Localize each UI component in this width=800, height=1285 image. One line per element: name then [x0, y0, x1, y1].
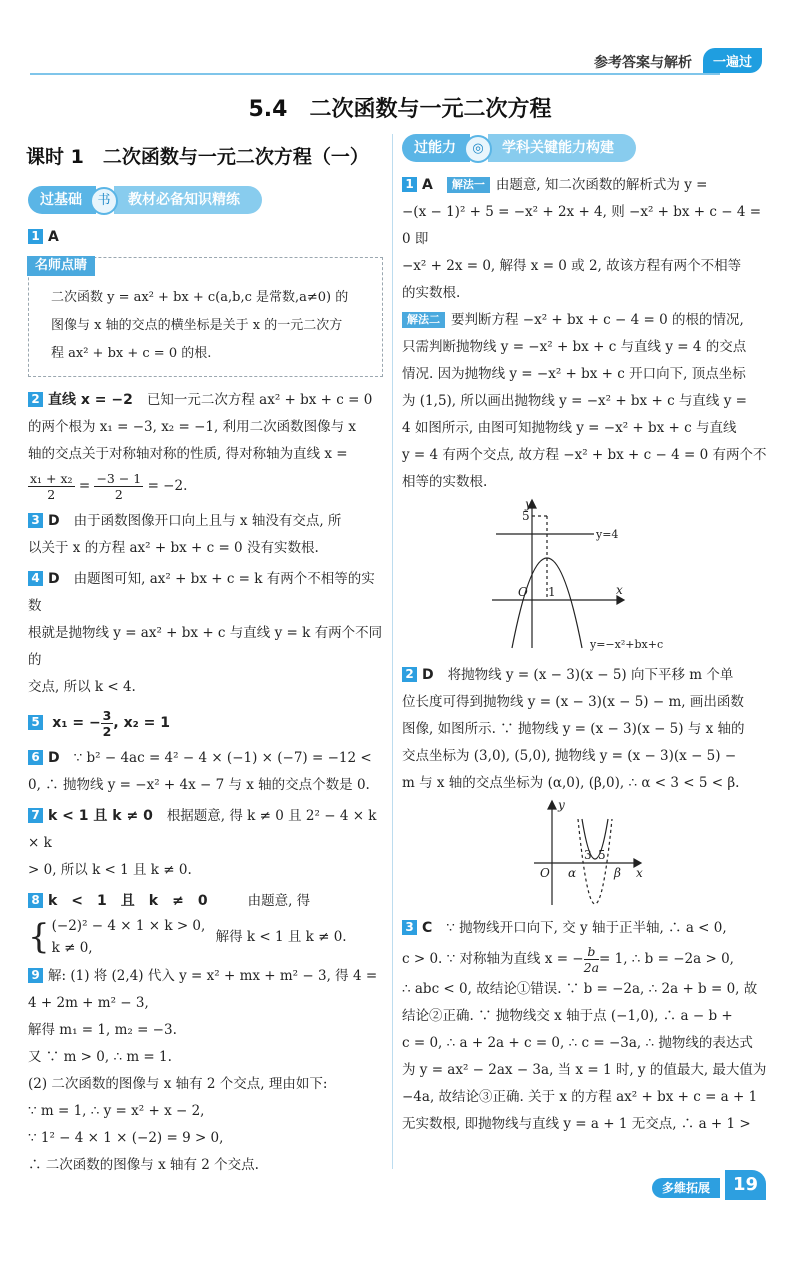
fraction: $\frac{\text{x₁ + x₂}}{2}$: [30, 471, 73, 502]
band-label: 学科关键能力构建: [488, 134, 636, 162]
book-icon: 书: [90, 187, 118, 215]
explanation-line: 0, ∴ 抛物线 y = −x² + 4x − 7 与 x 轴的交点个数是 0.: [28, 777, 370, 793]
formula-line: c > 0. ∵ 对称轴为直线 x = − $\frac{b}{2a}$ = 1, ∴ b = −2a > 0,: [402, 944, 734, 975]
explanation-line: (2) 二次函数的图像与 x 轴有 2 个交点, 理由如下:: [28, 1076, 328, 1092]
method-tag: 解法二: [402, 312, 445, 328]
teacher-tip-box: [28, 257, 383, 377]
question-number: 8: [28, 893, 43, 908]
alpha-label: α: [568, 866, 577, 880]
column-divider: [392, 134, 393, 1169]
question-number: 1: [28, 229, 43, 244]
explanation-line: 结论②正确. ∵ 抛物线交 x 轴于点 (−1,0), ∴ a − b +: [402, 1008, 733, 1024]
origin-label: O: [540, 866, 550, 880]
explanation-line: m 与 x 轴的交点坐标为 (α,0), (β,0), ∴ α < 3 < 5 < β.: [402, 775, 740, 791]
explanation-line: 4 + 2m + m² − 3,: [28, 995, 149, 1011]
question-number: 2: [402, 667, 417, 682]
answer-7: 7 k < 1 且 k ≠ 0 根据题意, 得 k ≠ 0 且 2² − 4 × k × k > 0, 所以 k < 1 且 k ≠ 0.: [28, 803, 383, 884]
question-number: 1: [402, 177, 417, 192]
answer-2: [28, 387, 383, 504]
explanation-line: −x² + 2x = 0, 解得 x = 0 或 2, 故该方程有两个不相等: [402, 258, 742, 274]
explanation-line: 位长度可得到抛物线 y = (x − 3)(x − 5) − m, 画出函数: [402, 694, 744, 710]
tick-3-label: 3: [584, 848, 592, 862]
line-label: y=4: [596, 528, 619, 541]
question-number: 2: [28, 392, 43, 407]
right-column: [402, 134, 772, 1142]
band-pill: 过基础: [28, 186, 96, 214]
ability-section-band: [402, 134, 772, 164]
x-axis-arrow: [617, 596, 624, 604]
x-axis-label: x: [616, 583, 623, 597]
page-header: [0, 40, 800, 78]
explanation-line: 的实数根.: [402, 285, 461, 301]
band-label: 教材必备知识精练: [114, 186, 262, 214]
explanation-line: ∴ abc < 0, 故结论①错误. ∵ b = −2a, ∴ 2a + b = 0, 故: [402, 981, 758, 997]
fraction: $\frac{-3 - 1}{2}$: [96, 471, 142, 502]
answer-8: 8 k < 1 且 k ≠ 0 由题意, 得 { (−2)² − 4 × 1 × k > 0, k ≠ 0, 解得 k < 1 且 k ≠ 0.: [28, 888, 383, 959]
question-number: 6: [28, 750, 43, 765]
explanation-line: 交点坐标为 (3,0), (5,0), 抛物线 y = (x − 3)(x − 5) −: [402, 748, 737, 764]
lesson-title: 课时 1 二次函数与一元二次方程（一）: [26, 146, 369, 168]
explanation-line: ∵ m = 1, ∴ y = x² + x − 2,: [28, 1103, 205, 1119]
explanation-line: ∴ 二次函数的图像与 x 轴有 2 个交点.: [28, 1157, 259, 1173]
explanation-line: ∵ 1² − 4 × 1 × (−2) = 9 > 0,: [28, 1130, 224, 1146]
tip-line: 程 ax² + bx + c = 0 的根.: [51, 346, 212, 361]
answer-3: 3 D 由于函数图像开口向上且与 x 轴没有交点, 所 以关于 x 的方程 ax² + bx + c = 0 没有实数根.: [28, 508, 383, 562]
explanation-line: 图像, 如图所示. ∵ 抛物线 y = (x − 3)(x − 5) 与 x 轴的: [402, 721, 745, 737]
answer-text: D: [422, 667, 434, 683]
explanation-line: 4 如图所示, 由图可知抛物线 y = −x² + bx + c 与直线: [402, 420, 737, 436]
header-brand: 一遍过: [703, 48, 762, 73]
explanation-line: 为 y = ax² − 2ax − 3a, 当 x = 1 时, y 的值最大, 最大值为: [402, 1062, 767, 1078]
curve-label: y=−x²+bx+c: [590, 638, 664, 651]
question-number: 9: [28, 968, 43, 983]
origin-label: O: [518, 585, 528, 599]
tick-x-label: 1: [548, 585, 556, 599]
explanation-line: −(x − 1)² + 5 = −x² + 2x + 4, 则 −x² + bx + c − 4 = 0 即: [402, 204, 762, 247]
answer-text: 直线 x = −2: [48, 392, 133, 408]
explanation-line: −4a, 故结论③正确. 关于 x 的方程 ax² + bx + c = a + 1: [402, 1089, 758, 1105]
answer-4: 4 D 由题图可知, ax² + bx + c = k 有两个不相等的实数 根就是抛物线 y = ax² + bx + c 与直线 y = k 有两个不同的 交点, 所以 k < 4.: [28, 566, 383, 701]
explanation-line: 根就是抛物线 y = ax² + bx + c 与直线 y = k 有两个不同的: [28, 625, 383, 668]
y-axis-arrow: [548, 801, 556, 809]
answer-text: A: [48, 229, 59, 245]
explanation-line: 交点, 所以 k < 4.: [28, 679, 136, 695]
answer-text: k < 1 且 k ≠ 0: [48, 808, 153, 824]
answer-text: D: [48, 750, 60, 766]
footer-label: 多維拓展: [652, 1178, 720, 1198]
explanation-line: y = 4 有两个交点, 故方程 −x² + bx + c − 4 = 0 有两个不: [402, 447, 767, 463]
formula-line: $\frac{\text{x₁ + x₂}}{2}$ = $\frac{-3 - 1}{2}$ = −2.: [30, 471, 188, 502]
answer-9: 9 解: (1) 将 (2,4) 代入 y = x² + mx + m² − 3, 得 4 = 4 + 2m + m² − 3, 解得 m₁ = 1, m₂ = −3. 又 ∵ m > 0, ∴ m = 1. (2) 二次函数的图像与 x 轴有 2 个交点, 理由如下: ∵ m = 1, ∴ y = x² + x − 2, ∵ 1² − 4 × 1 × (−2) = 9 > 0, ∴ 二次函数的图像与 x 轴有 2 个交点.: [28, 963, 383, 1179]
target-icon: ◎: [464, 135, 492, 163]
section-title: 5.4 二次函数与一元二次方程: [248, 97, 552, 122]
answer-text: D: [48, 513, 60, 529]
tick-5-label: 5: [598, 848, 606, 862]
brace: {: [28, 917, 50, 957]
header-rule: [30, 73, 720, 75]
parabola-figure-1: [402, 498, 772, 658]
explanation-line: 只需判断抛物线 y = −x² + bx + c 与直线 y = 4 的交点: [402, 339, 747, 355]
equation-system: { (−2)² − 4 × 1 × k > 0, k ≠ 0, 解得 k < 1 且 k ≠ 0.: [28, 917, 347, 957]
question-number: 7: [28, 808, 43, 823]
page-number: 19: [725, 1170, 766, 1200]
explanation-line: 相等的实数根.: [402, 474, 488, 490]
tick-y-label: 5: [522, 509, 530, 523]
answer-text: C: [422, 920, 433, 936]
answer-5: [28, 705, 383, 741]
explanation-line: 轴的交点关于对称轴对称的性质, 得对称轴为直线 x =: [28, 446, 348, 462]
answer-text: D: [48, 571, 60, 587]
parabola-figure-2: [402, 799, 772, 911]
explanation-line: 解得 k < 1 且 k ≠ 0.: [215, 928, 347, 945]
answer-1: [28, 224, 383, 251]
question-number: 3: [402, 920, 417, 935]
fraction: $\frac{3}{2}$: [102, 707, 112, 739]
explanation-line: 为 (1,5), 所以画出抛物线 y = −x² + bx + c 与直线 y =: [402, 393, 747, 409]
beta-label: β: [614, 866, 621, 880]
explanation-line: 的两个根为 x₁ = −3, x₂ = −1, 利用二次函数图像与 x: [28, 419, 357, 435]
method-tag: 解法一: [447, 177, 490, 193]
explanation-line: 已知一元二次方程 ax² + bx + c = 0: [146, 392, 373, 408]
y-axis-label: y: [558, 799, 565, 812]
explanation-line: 情况. 因为抛物线 y = −x² + bx + c 开口向下, 顶点坐标: [402, 366, 746, 382]
explanation-line: c = 0, ∴ a + 2a + c = 0, ∴ c = −3a, ∴ 抛物线的表达式: [402, 1035, 753, 1051]
question-number: 5: [28, 715, 43, 730]
ability-answer-2: 2 D 将抛物线 y = (x − 3)(x − 5) 向下平移 m 个单 位长度可得到抛物线 y = (x − 3)(x − 5) − m, 画出函数 图像, 如图所示. ∵ 抛物线 y = (x − 3)(x − 5) 与 x 轴的 交点坐标为 (3,0), (5,0), 抛物线 y = (x − 3)(x − 5) − m 与 x 轴的交点坐标为 (α,0), (β,0), ∴ α < 3 < 5 < β. y x O α β 3 5: [402, 662, 772, 911]
question-number: 4: [28, 571, 43, 586]
y-axis-label: y: [525, 498, 532, 511]
tip-line: 图像与 x 轴的交点的横坐标是关于 x 的一元二次方: [51, 318, 343, 333]
answer-text: k < 1 且 k ≠ 0: [48, 893, 208, 909]
answer-6: 6 D ∵ b² − 4ac = 4² − 4 × (−1) × (−7) = −12 < 0, ∴ 抛物线 y = −x² + 4x − 7 与 x 轴的交点个数是 0.: [28, 745, 383, 799]
basic-section-band: [28, 186, 383, 216]
tip-tag: 名师点睛: [27, 256, 95, 276]
ability-answer-3: 3 C ∵ 抛物线开口向下, 交 y 轴于正半轴, ∴ a < 0, c > 0. ∵ 对称轴为直线 x = − $\frac{b}{2a}$ = 1, ∴ b = −2a > 0, ∴ abc < 0, 故结论①错误. ∵ b = −2a, ∴ 2a + b = 0, 故 结论②正确. ∵ 抛物线交 x 轴于点 (−1,0), ∴ a − b + c = 0, ∴ a + 2a + c = 0, ∴ c = −3a, ∴ 抛物线的表达式 为 y = ax² − 2ax − 3a, 当 x = 1 时, y 的值最大, 最大值为 −4a, 故结论③正确. 关于 x 的方程 ax² + bx + c = a + 1 无实数根, 即抛物线与直线 y = a + 1 无交点, ∴ a + 1 >: [402, 915, 772, 1138]
question-number: 3: [28, 513, 43, 528]
ability-answer-1: 1 A 解法一 由题意, 知二次函数的解析式为 y = −(x − 1)² + 5 = −x² + 2x + 4, 则 −x² + bx + c − 4 = 0 即 −x² + 2x = 0, 解得 x = 0 或 2, 故该方程有两个不相等 的实数根. 解法二 要判断方程 −x² + bx + c − 4 = 0 的根的情况, 只需判断抛物线 y = −x² + bx + c 与直线 y = 4 的交点 情况. 因为抛物线 y = −x² + bx + c 开口向下, 顶点坐标 为 (1,5), 所以画出抛物线 y = −x² + bx + c 与直线 y = 4 如图所示, 由图可知抛物线 y = −x² + bx + c 与直线 y = 4 有两个交点, 故方程 −x² + bx + c − 4 = 0 有两个不 相等的实数根. y x O 1 5 y=4 y=−x²+bx+c: [402, 172, 772, 658]
answer-text: x₁ = − $\frac{3}{2}$ , x₂ = 1: [52, 707, 170, 739]
explanation-line: 解得 m₁ = 1, m₂ = −3.: [28, 1022, 177, 1038]
band-pill: 过能力: [402, 134, 470, 162]
explanation-line: 无实数根, 即抛物线与直线 y = a + 1 无交点, ∴ a + 1 >: [402, 1116, 751, 1132]
explanation-line: > 0, 所以 k < 1 且 k ≠ 0.: [28, 862, 192, 878]
left-column: [28, 186, 383, 1183]
fraction: $\frac{b}{2a}$: [583, 944, 600, 975]
x-axis-label: x: [636, 866, 643, 880]
tip-line: 二次函数 y = ax² + bx + c(a,b,c 是常数,a≠0) 的: [51, 290, 349, 305]
explanation-line: 又 ∵ m > 0, ∴ m = 1.: [28, 1049, 172, 1065]
explanation-line: 以关于 x 的方程 ax² + bx + c = 0 没有实数根.: [28, 540, 319, 556]
answer-text: A: [422, 177, 433, 193]
header-title: 参考答案与解析: [594, 55, 692, 71]
